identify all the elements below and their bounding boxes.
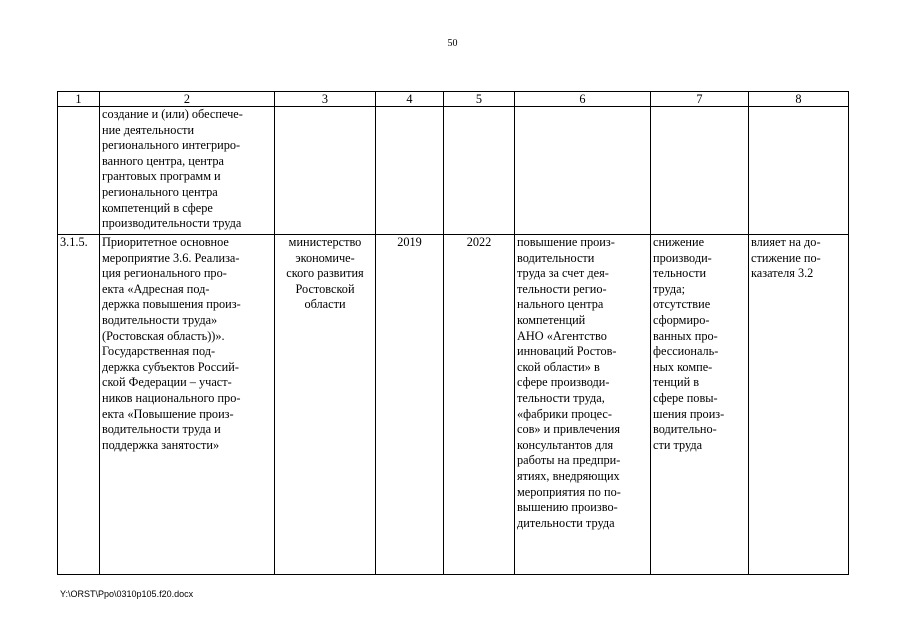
cell-text-line: ского развития — [286, 266, 364, 281]
cell-text-line: «фабрики процес- — [517, 406, 612, 421]
table-cell — [376, 107, 444, 235]
cell-text-line: области — [304, 297, 346, 312]
cell-text-line: ской области» в — [517, 359, 600, 374]
cell-text-line: мероприятия по по- — [517, 484, 621, 499]
cell-text-line: экономиче- — [295, 250, 355, 265]
header-cell: 1 — [58, 92, 100, 107]
table-cell — [275, 107, 376, 235]
cell-text-line: сти труда — [653, 437, 703, 452]
cell-text-line: водительности — [517, 250, 595, 265]
cell-text-line: водительности труда и — [102, 422, 221, 437]
file-path-footer: Y:\ORST\Ppo\0310p105.f20.docx — [60, 589, 194, 599]
cell-text-line: производительности труда — [102, 216, 242, 231]
cell-text-line: ников национального про- — [102, 390, 241, 405]
cell-text-line: отсутствие — [653, 297, 711, 312]
cell-text-line: консультантов для — [517, 437, 614, 452]
table-cell — [749, 107, 849, 235]
header-cell: 6 — [515, 92, 651, 107]
cell-text-line: Ростовской — [295, 281, 355, 296]
cell-text-line: регионального интегриро- — [102, 138, 241, 153]
cell-text-line: водительности труда» — [102, 312, 218, 327]
header-cell: 3 — [275, 92, 376, 107]
cell-text-line: труда; — [653, 281, 686, 296]
cell-text-line: снижение — [653, 235, 705, 249]
cell-text-line: шения произ- — [653, 406, 725, 421]
table-header-row — [58, 92, 849, 107]
cell-text-line: влияет на до- — [751, 235, 821, 249]
cell-text-line: водительно- — [653, 422, 717, 437]
page-number: 50 — [447, 38, 458, 49]
cell-text-line: компетенций — [517, 312, 586, 327]
cell-text-line: ных компе- — [653, 359, 713, 374]
start-year-cell: 2019 — [376, 235, 444, 575]
table-cell — [100, 107, 275, 235]
cell-text-line: стижение по- — [751, 250, 821, 265]
cell-text-line: ской Федерации – участ- — [102, 375, 232, 390]
header-cell: 7 — [651, 92, 749, 107]
cell-text-line: ция регионального про- — [102, 266, 227, 281]
cell-text-line: сфере производи- — [517, 375, 610, 390]
cell-text-line: Государственная под- — [102, 344, 216, 359]
cell-text-line: ние деятельности — [102, 122, 195, 137]
table-cell — [58, 107, 100, 235]
cell-text-line: нального центра — [517, 297, 604, 312]
responsible-cell — [275, 235, 376, 575]
cell-text-line: сформиро- — [653, 312, 710, 327]
cell-text-line: (Ростовская область))». — [102, 328, 225, 343]
cell-text-line: мероприятие 3.6. Реализа- — [102, 250, 240, 265]
cell-text-line: регионального центра — [102, 184, 218, 199]
table-row — [58, 107, 849, 235]
cell-text-line: держка повышения произ- — [102, 297, 241, 312]
cell-text-line: производи- — [653, 250, 712, 265]
document-table — [57, 91, 849, 575]
cell-text-line: ванного центра, центра — [102, 153, 225, 168]
cell-text-line: тельности регио- — [517, 281, 607, 296]
cell-text-line: повышение произ- — [517, 235, 615, 249]
cell-text-line: дительности труда — [517, 515, 615, 530]
table-cell — [444, 107, 515, 235]
header-cell: 2 — [100, 92, 275, 107]
table-cell — [100, 235, 275, 575]
table-cell — [651, 107, 749, 235]
cell-text-line: тенций в — [653, 375, 700, 390]
cell-text-line: создание и (или) обеспече- — [102, 107, 243, 121]
cell-text-line: держка субъектов Россий- — [102, 359, 239, 374]
cell-text-line: инноваций Ростов- — [517, 344, 617, 359]
cell-text-line: министерство — [288, 235, 362, 249]
cell-text-line: вышению произво- — [517, 500, 618, 515]
header-cell: 8 — [749, 92, 849, 107]
cell-text-line: екта «Повышение произ- — [102, 406, 234, 421]
table-cell — [515, 235, 651, 575]
cell-text-line: тельности труда, — [517, 390, 605, 405]
cell-text-line: екта «Адресная под- — [102, 281, 210, 296]
cell-text-line: ванных про- — [653, 328, 718, 343]
cell-text-line: фессиональ- — [653, 344, 719, 359]
cell-text-line: поддержка занятости» — [102, 437, 220, 452]
cell-text-line: труда за счет дея- — [517, 266, 609, 281]
cell-text-line: АНО «Агентство — [517, 328, 607, 343]
cell-text-line: сов» и привлечения — [517, 422, 620, 437]
cell-text-line: тельности — [653, 266, 707, 281]
cell-text-line: работы на предпри- — [517, 453, 621, 468]
cell-text-line: компетенций в сфере — [102, 200, 213, 215]
cell-text-line: сфере повы- — [653, 390, 718, 405]
header-cell: 5 — [444, 92, 515, 107]
header-cell: 4 — [376, 92, 444, 107]
table-row — [58, 235, 849, 575]
table-cell — [515, 107, 651, 235]
cell-text-line: казателя 3.2 — [751, 266, 814, 281]
table-cell — [749, 235, 849, 575]
table-cell — [651, 235, 749, 575]
end-year-cell: 2022 — [444, 235, 515, 575]
item-number-cell: 3.1.5. — [58, 235, 100, 575]
cell-text-line: ятиях, внедряющих — [517, 468, 620, 483]
cell-text-line: грантовых программ и — [102, 169, 221, 184]
cell-text-line: Приоритетное основное — [102, 235, 229, 249]
